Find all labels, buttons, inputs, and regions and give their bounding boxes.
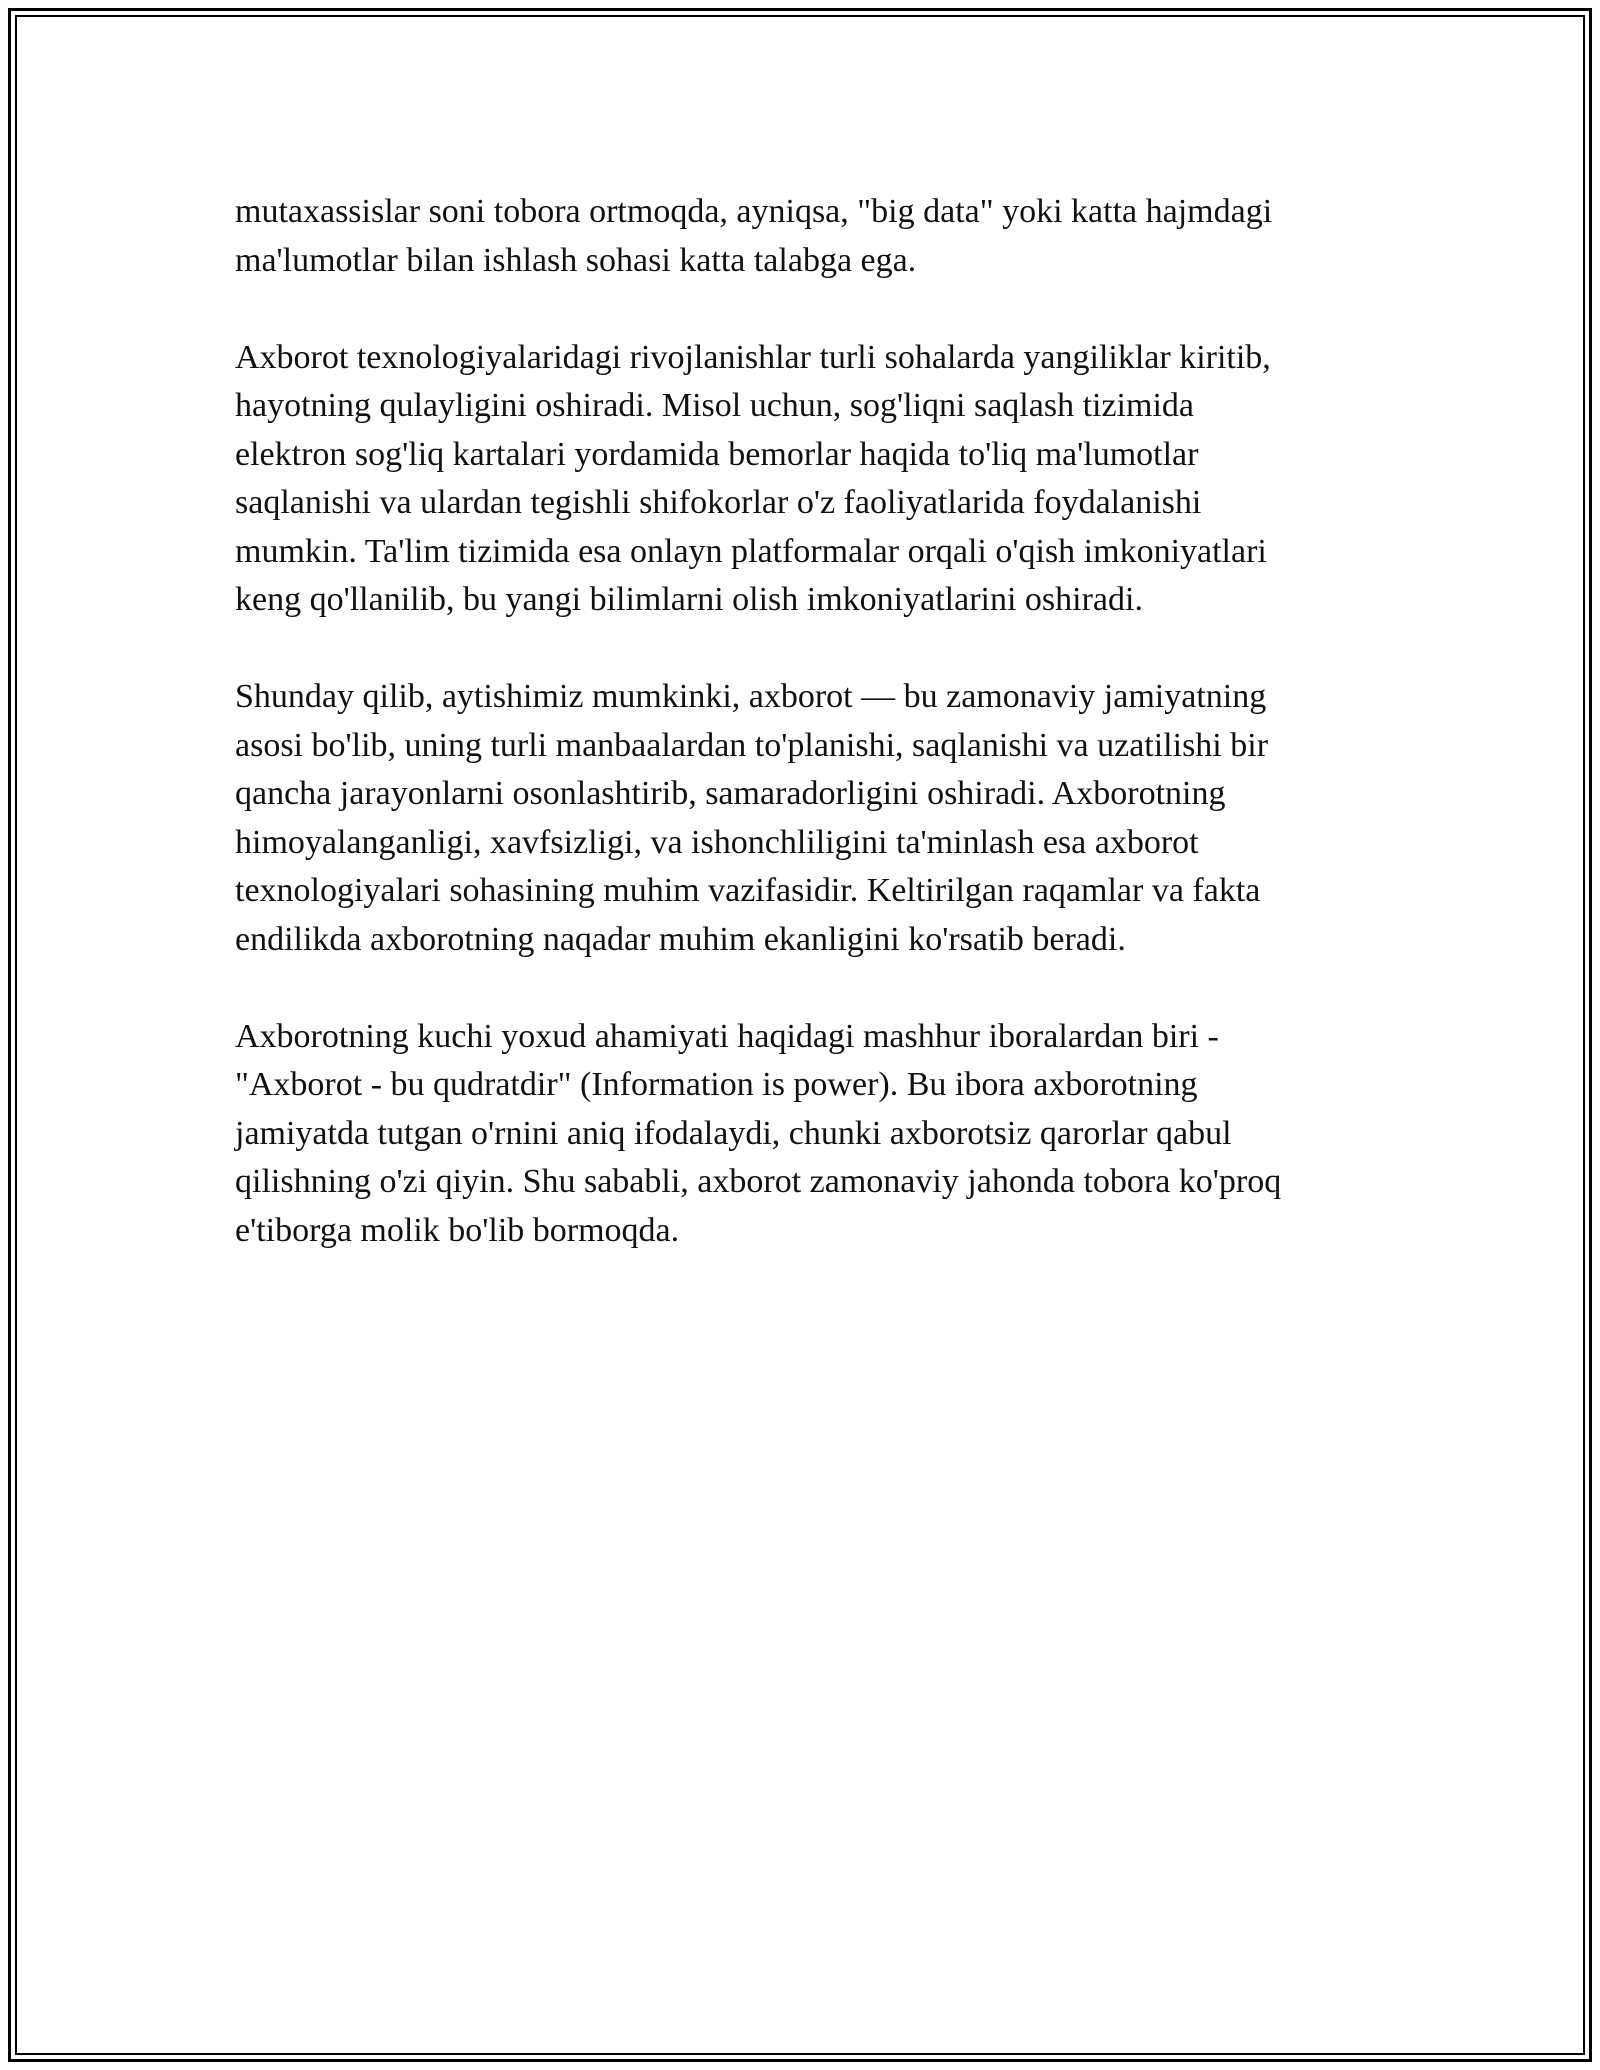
text-line: "Axborot - bu qudratdir" (Information is power). Bu ibora axborotning: [235, 1066, 1198, 1103]
paragraph-1: [235, 188, 1375, 285]
text-line: qancha jarayonlarni osonlashtirib, samaradorligini oshiradi. Axborotning: [235, 775, 1226, 812]
text-line: ma'lumotlar bilan ishlash sohasi katta talabga ega.: [235, 241, 917, 279]
text-line: hayotning qulayligini oshiradi. Misol uchun, sog'liqni saqlash tizimida: [235, 387, 1194, 424]
text-line: mumkin. Ta'lim tizimida esa onlayn platformalar orqali o'qish imkoniyatlari: [235, 532, 1267, 570]
paragraph-2: [235, 334, 1375, 625]
text-line: asosi bo'lib, uning turli manbaalardan to'planishi, saqlanishi va uzatilishi bir: [235, 726, 1269, 764]
text-line: e'tiborga molik bo'lib bormoqda.: [235, 1211, 680, 1249]
text-line: jamiyatda tutgan o'rnini aniq ifodalaydi, chunki axborotsiz qarorlar qabul: [235, 1114, 1232, 1152]
text-line: texnologiyalari sohasining muhim vazifasidir. Keltirilgan raqamlar va fakta: [235, 872, 1261, 909]
text-line: Axborotning kuchi yoxud ahamiyati haqidagi mashhur iboralardan biri -: [235, 1017, 1219, 1055]
text-line: qilishning o'zi qiyin. Shu sababli, axborot zamonaviy jahonda tobora ko'proq: [235, 1163, 1282, 1200]
document-body: [235, 188, 1375, 1304]
text-line: keng qo'llanilib, bu yangi bilimlarni olish imkoniyatlarini oshiradi.: [235, 581, 1143, 618]
text-line: mutaxassislar soni tobora ortmoqda, ayniqsa, "big data" yoki katta hajmdagi: [235, 193, 1273, 230]
text-line: elektron sog'liq kartalari yordamida bemorlar haqida to'liq ma'lumotlar: [235, 435, 1199, 473]
text-line: himoyalanganligi, xavfsizligi, va ishonchliligini ta'minlash esa axborot: [235, 823, 1199, 861]
text-line: Shunday qilib, aytishimiz mumkinki, axborot — bu zamonaviy jamiyatning: [235, 678, 1267, 715]
text-line: saqlanishi va ulardan tegishli shifokorlar o'z faoliyatlarida foydalanishi: [235, 484, 1202, 521]
paragraph-4: [235, 1013, 1375, 1256]
text-line: endilikda axborotning naqadar muhim ekanligini ko'rsatib beradi.: [235, 920, 1126, 958]
paragraph-3: [235, 673, 1375, 964]
text-line: Axborot texnologiyalaridagi rivojlanishlar turli sohalarda yangiliklar kiritib,: [235, 338, 1271, 376]
